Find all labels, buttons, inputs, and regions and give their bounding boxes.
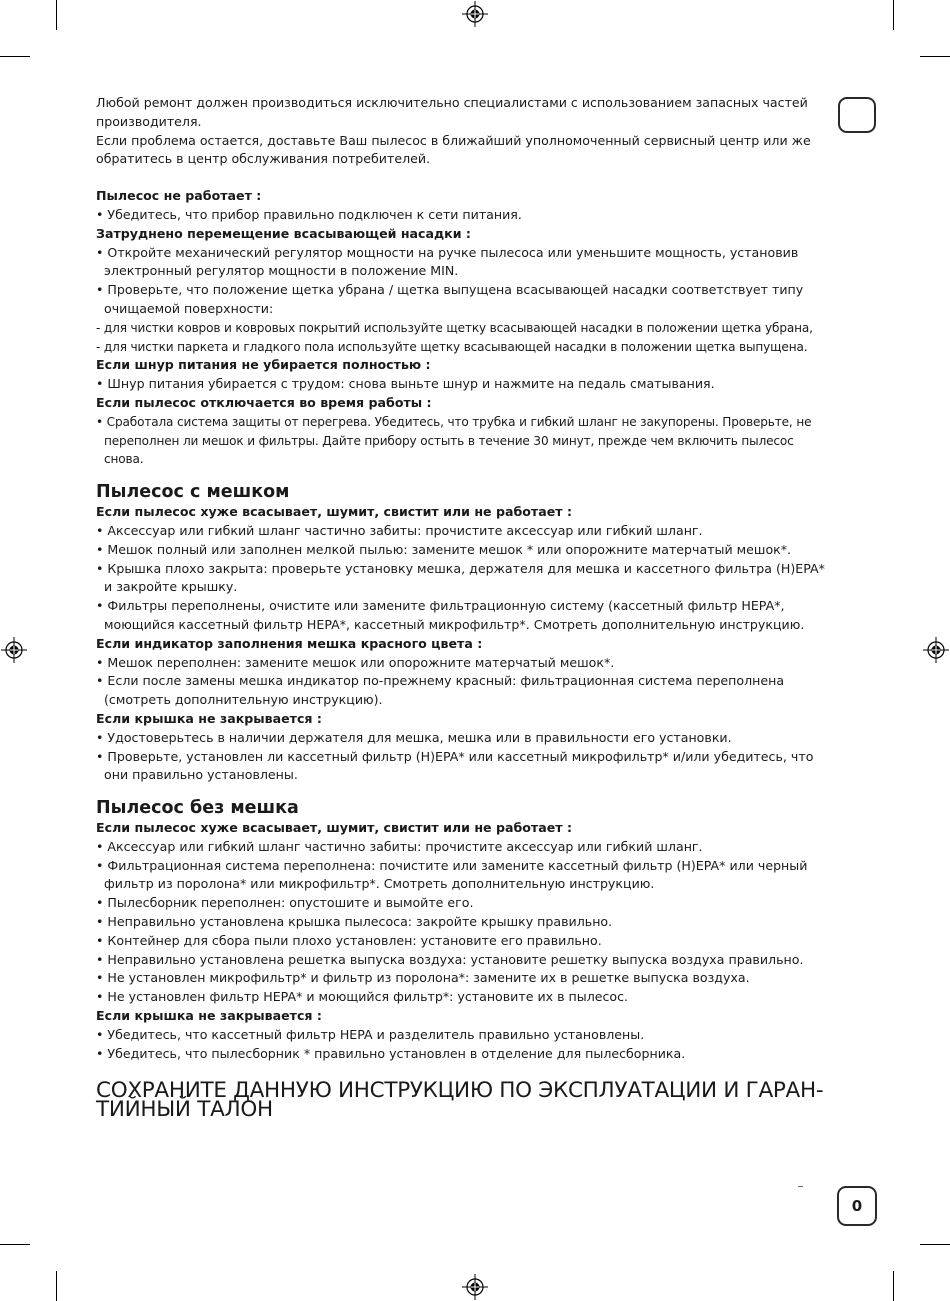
subheading: Если пылесос хуже всасывает, шумит, свистит или не работает : bbox=[96, 504, 572, 520]
list-item: • Проверьте, установлен ли кассетный фильтр (H)EPA* или кассетный микрофильтр* и/или убедитесь, что они правильно установлены. bbox=[96, 748, 814, 783]
subheading: Если индикатор заполнения мешка красного цвета : bbox=[96, 635, 483, 651]
subheading: Если пылесос отключается во время работы : bbox=[96, 394, 432, 410]
closing-notice-line: СОХРАНИТЕ ДАННУЮ ИНСТРУКЦИЮ ПО ЭКСПЛУАТАЦИИ И ГАРАН- bbox=[96, 1078, 824, 1104]
list-item: • Неправильно установлена крышка пылесоса: закройте крышку правильно. bbox=[96, 914, 613, 930]
crop-mark bbox=[920, 56, 950, 57]
crop-mark bbox=[920, 1244, 950, 1245]
crop-mark bbox=[893, 1271, 894, 1301]
page-number: 0 bbox=[837, 1186, 877, 1226]
document-body bbox=[96, 94, 830, 1123]
subheading: Если шнур питания не убирается полностью : bbox=[96, 357, 431, 373]
list-item: • Удостоверьтесь в наличии держателя для мешка, мешка или в правильности его установки. bbox=[96, 729, 732, 745]
intro-paragraph: Любой ремонт должен производиться исключительно специалистами с использованием запасных частей производителя. bbox=[96, 95, 808, 129]
spacer bbox=[96, 169, 830, 187]
divider bbox=[798, 1186, 803, 1187]
section-title: Пылесос без мешка bbox=[96, 798, 299, 819]
language-tab bbox=[838, 97, 876, 133]
list-item: • Контейнер для сбора пыли плохо установлен: установите его правильно. bbox=[96, 932, 602, 948]
list-item: • Мешок полный или заполнен мелкой пылью: замените мешок * или опорожните матерчатый мешок*. bbox=[96, 541, 792, 557]
list-item: • Неправильно установлена решетка выпуска воздуха: установите решетку выпуска воздуха правильно. bbox=[96, 951, 804, 967]
subheading: Если пылесос хуже всасывает, шумит, свистит или не работает : bbox=[96, 820, 572, 836]
list-item: • Сработала система защиты от перегрева. Убедитесь, что трубка и гибкий шланг не закупорены. Проверьте, не переполнен ли мешок и фильтры. Дайте прибору остыть в течение 30 минут, прежде чем включить пылесос снова. bbox=[96, 414, 812, 467]
list-item: • Пылесборник переполнен: опустошите и вымойте его. bbox=[96, 895, 474, 911]
list-item: • Мешок переполнен: замените мешок или опорожните матерчатый мешок*. bbox=[96, 654, 615, 670]
list-item: • Убедитесь, что кассетный фильтр HEPA и разделитель правильно установлены. bbox=[96, 1026, 645, 1042]
list-item: • Убедитесь, что пылесборник * правильно установлен в отделение для пылесборника. bbox=[96, 1045, 686, 1061]
list-item: - для чистки ковров и ковровых покрытий используйте щетку всасывающей насадки в положении щетка убрана, bbox=[96, 320, 813, 335]
list-item: • Убедитесь, что прибор правильно подключен к сети питания. bbox=[96, 206, 522, 222]
list-item: • Если после замены мешка индикатор по-прежнему красный: фильтрационная система переполнена (смотреть дополнительную инструкцию). bbox=[96, 673, 785, 708]
closing-notice bbox=[96, 1078, 830, 1123]
section-title: Пылесос с мешком bbox=[96, 482, 290, 503]
crop-mark bbox=[893, 0, 894, 30]
crop-mark bbox=[56, 1271, 57, 1301]
list-item: - для чистки паркета и гладкого пола используйте щетку всасывающей насадки в положении щетка выпущена. bbox=[96, 339, 808, 354]
closing-notice-line: ТИЙНЫЙ ТАЛОН bbox=[96, 1097, 273, 1123]
subheading: Пылесос не работает : bbox=[96, 188, 262, 204]
crop-mark bbox=[0, 56, 30, 57]
list-item: • Фильтры переполнены, очистите или замените фильтрационную систему (кассетный фильтр HEPA*, моющийся кассетный фильтр HEPA*, кассетный микрофильтр*. Смотреть дополнительную инструкцию. bbox=[96, 598, 805, 632]
registration-mark-icon bbox=[923, 637, 949, 663]
registration-mark-icon bbox=[1, 637, 27, 663]
crop-mark bbox=[0, 1244, 30, 1245]
list-item: • Шнур питания убирается с трудом: снова выньте шнур и нажмите на педаль сматывания. bbox=[96, 376, 715, 392]
registration-mark-icon bbox=[462, 1274, 488, 1300]
subheading: Если крышка не закрывается : bbox=[96, 710, 322, 726]
registration-mark-icon bbox=[462, 1, 488, 27]
list-item: • Аксессуар или гибкий шланг частично забиты: прочистите аксессуар или гибкий шланг. bbox=[96, 838, 703, 854]
intro-paragraph: Если проблема остается, доставьте Ваш пылесос в ближайший уполномоченный сервисный центр или же обратитесь в центр обслуживания потребителей. bbox=[96, 132, 811, 167]
list-item: • Проверьте, что положение щетка убрана / щетка выпущена всасывающей насадки соответствует типу очищаемой поверхности: bbox=[96, 282, 804, 316]
list-item: • Фильтрационная система переполнена: почистите или замените кассетный фильтр (H)EPA* или черный фильтр из поролона* или микрофильтр*. Смотреть дополнительную инструкцию. bbox=[96, 857, 808, 892]
list-item: • Не установлен микрофильтр* и фильтр из поролона*: замените их в решетке выпуска воздуха. bbox=[96, 970, 750, 986]
subheading: Затруднено перемещение всасывающей насадки : bbox=[96, 225, 471, 241]
crop-mark bbox=[56, 0, 57, 30]
subheading: Если крышка не закрывается : bbox=[96, 1008, 322, 1024]
list-item: • Не установлен фильтр HEPA* и моющийся фильтр*: установите их в пылесос. bbox=[96, 989, 629, 1005]
list-item: • Крышка плохо закрыта: проверьте установку мешка, держателя для мешка и кассетного фильтра (H)EPA* и закройте крышку. bbox=[96, 560, 825, 595]
list-item: • Аксессуар или гибкий шланг частично забиты: прочистите аксессуар или гибкий шланг. bbox=[96, 522, 703, 538]
list-item: • Откройте механический регулятор мощности на ручке пылесоса или уменьшите мощность, установив электронный регулятор мощности в положение MIN. bbox=[96, 244, 799, 279]
